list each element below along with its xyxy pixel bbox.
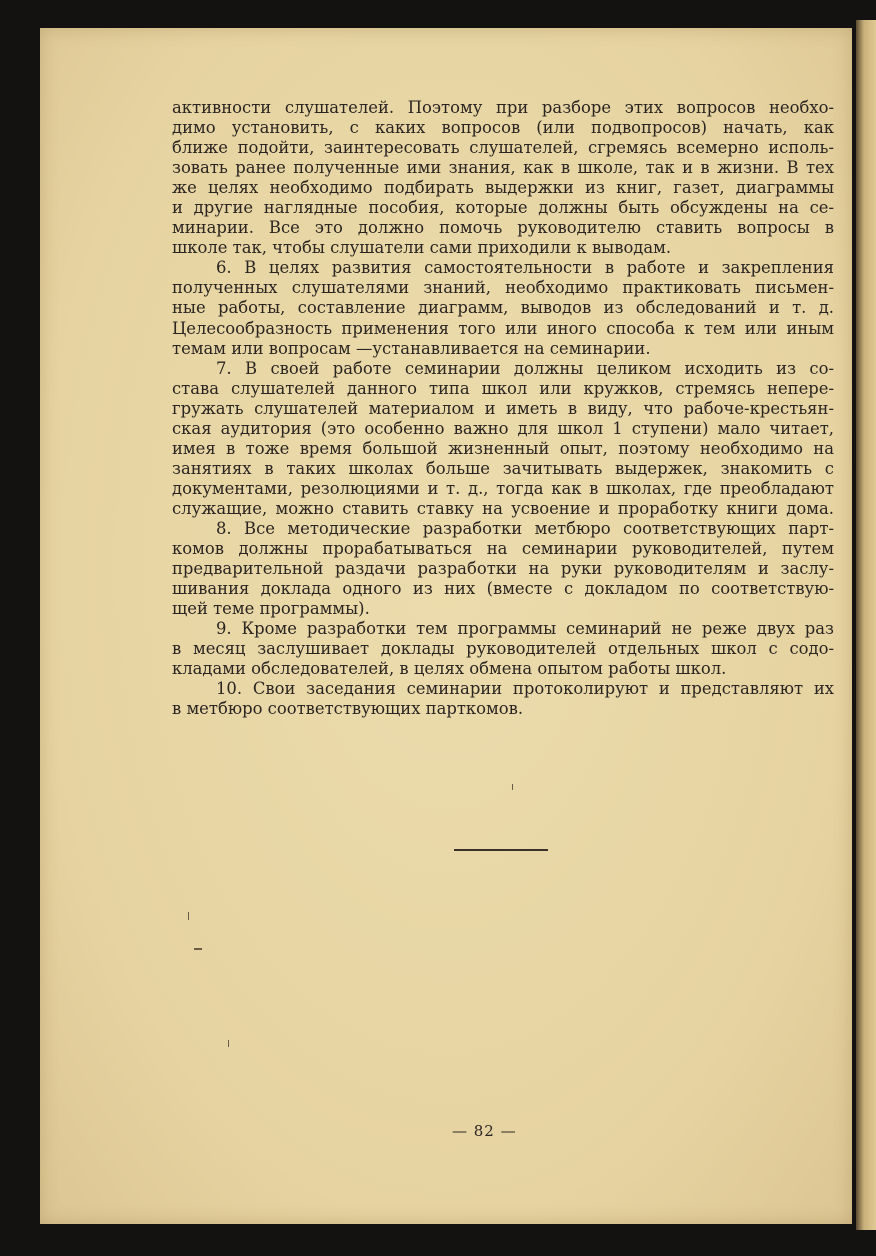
text-line: в месяц заслушивает доклады руководителей отдельных школ с содо- bbox=[172, 639, 834, 659]
text-line: кладами обследователей, в целях обмена опытом работы школ. bbox=[172, 659, 727, 679]
text-line: школе так, чтобы слушатели сами приходили к выводам. bbox=[172, 238, 672, 258]
text-line: ская аудитория (это особенно важно для школ 1 ступени) мало читает, bbox=[172, 418, 834, 438]
paragraph-9-start: 9. Кроме разработки тем программы семинарий не реже двух раз bbox=[216, 619, 834, 639]
text-line: димо установить, с каких вопросов (или подвопросов) начать, как bbox=[172, 118, 834, 138]
next-page-edge bbox=[856, 20, 876, 1230]
paper-speck bbox=[188, 912, 189, 920]
text-line: щей теме программы). bbox=[172, 599, 370, 619]
paragraph-6-start: 6. В целях развития самостоятельности в работе и закрепления bbox=[216, 258, 834, 278]
text-line: имея в тоже время большой жизненный опыт, поэтому необходимо на bbox=[172, 438, 834, 458]
text-line: темам или вопросам —устанавливается на семинарии. bbox=[172, 338, 651, 358]
paper-speck bbox=[194, 948, 202, 950]
text-line: ные работы, составление диаграмм, выводов из обследований и т. д. bbox=[172, 298, 834, 318]
text-line: Целесообразность применения того или иного способа к тем или иным bbox=[172, 318, 834, 338]
text-line: занятиях в таких школах больше зачитывать выдержек, знакомить с bbox=[172, 458, 834, 478]
text-line: активности слушателей. Поэтому при разборе этих вопросов необхо- bbox=[172, 98, 834, 117]
text-line: полученных слушателями знаний, необходимо практиковать письмен- bbox=[172, 278, 834, 298]
text-line: ближе подойти, заинтересовать слушателей, сгремясь всемерно исполь- bbox=[172, 138, 834, 158]
paper-speck bbox=[228, 1040, 229, 1047]
text-line: и другие наглядные пособия, которые должны быть обсуждены на се- bbox=[172, 198, 834, 218]
text-line: же целях необходимо подбирать выдержки из книг, газет, диаграммы bbox=[172, 178, 834, 198]
text-line: служащие, можно ставить ставку на усвоение и проработку книги дома. bbox=[172, 498, 834, 518]
paragraph-7-start: 7. В своей работе семинарии должны целиком исходить из со- bbox=[216, 358, 834, 378]
text-line: минарии. Все это должно помочь руководителю ставить вопросы в bbox=[172, 218, 834, 238]
end-divider bbox=[454, 849, 548, 851]
paragraph-10-start: 10. Свои заседания семинарии протоколируют и представляют их bbox=[216, 679, 834, 699]
text-line: в метбюро соответствующих парткомов. bbox=[172, 699, 524, 719]
paragraph-8-start: 8. Все методические разработки метбюро соответствующих парт- bbox=[216, 518, 834, 538]
text-line: зовать ранее полученные ими знания, как в школе, так и в жизни. В тех bbox=[172, 158, 834, 178]
text-line: шивания доклада одного из них (вместе с докладом по соответствую- bbox=[172, 579, 834, 599]
text-line: предварительной раздачи разработки на руки руководителям и заслу- bbox=[172, 559, 834, 579]
text-line: документами, резолюциями и т. д., тогда как в школах, где преобладают bbox=[172, 478, 834, 498]
text-line: става слушателей данного типа школ или кружков, стремясь непере- bbox=[172, 378, 834, 398]
page-number: — 82 — bbox=[452, 1122, 517, 1140]
text-line: гружать слушателей материалом и иметь в виду, что рабоче-крестьян- bbox=[172, 398, 834, 418]
paper-speck bbox=[512, 784, 513, 790]
body-text bbox=[172, 98, 834, 719]
text-line: комов должны прорабатываться на семинарии руководителей, путем bbox=[172, 539, 834, 559]
